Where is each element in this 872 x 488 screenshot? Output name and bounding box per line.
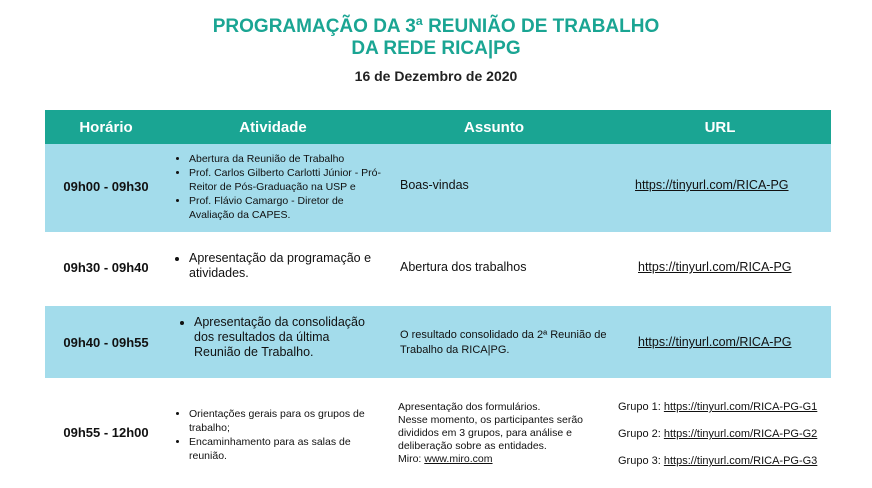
schedule-table bbox=[45, 110, 831, 487]
url-link[interactable]: https://tinyurl.com/RICA-PG bbox=[638, 335, 792, 349]
group-label: Grupo 2: bbox=[618, 428, 661, 440]
row-url bbox=[638, 335, 792, 349]
subject-line: Apresentação dos formulários. bbox=[398, 401, 541, 413]
group-3-link[interactable]: https://tinyurl.com/RICA-PG-G3 bbox=[663, 455, 818, 467]
title-line-2: DA REDE RICA|PG bbox=[351, 38, 521, 59]
group-2-link[interactable]: https://tinyurl.com/RICA-PG-G2 bbox=[663, 428, 818, 440]
list-item: • Prof. Flávio Camargo - Diretor de Avaliação da CAPES. bbox=[189, 194, 388, 222]
row-url bbox=[638, 260, 792, 274]
row-activity bbox=[173, 251, 373, 281]
row-url bbox=[635, 178, 789, 192]
row-time: 09h30 - 09h40 bbox=[63, 260, 149, 275]
row-subject: Boas-vindas bbox=[400, 178, 469, 192]
title-line-1: PROGRAMAÇÃO DA 3ª REUNIÃO DE TRABALHO bbox=[212, 16, 660, 37]
page-title bbox=[0, 16, 872, 60]
table-row bbox=[45, 241, 831, 297]
row-time: 09h00 - 09h30 bbox=[63, 179, 149, 194]
row-time: 09h40 - 09h55 bbox=[63, 335, 149, 350]
group-1-link[interactable]: https://tinyurl.com/RICA-PG-G1 bbox=[663, 401, 818, 413]
row-subject: Abertura dos trabalhos bbox=[400, 260, 527, 274]
column-header-time: Horário bbox=[79, 119, 133, 136]
row-activity bbox=[173, 407, 373, 463]
table-row bbox=[45, 144, 831, 232]
list-item: • Prof. Carlos Gilberto Carlotti Júnior - Pró-Reitor de Pós-Graduação na USP e bbox=[189, 166, 388, 194]
list-item: • Abertura da Reunião de Trabalho bbox=[189, 152, 388, 166]
row-subject bbox=[398, 401, 608, 466]
table-header bbox=[45, 110, 831, 144]
column-header-subject: Assunto bbox=[464, 119, 524, 136]
miro-line bbox=[398, 453, 608, 466]
table-row bbox=[45, 306, 831, 378]
list-item: • Orientações gerais para os grupos de trabalho; bbox=[189, 407, 373, 435]
url-link[interactable]: https://tinyurl.com/RICA-PG bbox=[638, 260, 792, 274]
column-header-activity: Atividade bbox=[239, 119, 307, 136]
group-label: Grupo 1: bbox=[618, 401, 661, 413]
group-links bbox=[618, 401, 817, 467]
event-date: 16 de Dezembro de 2020 bbox=[354, 68, 518, 84]
row-activity bbox=[173, 152, 388, 222]
table-row bbox=[45, 387, 831, 487]
list-item: • Encaminhamento para as salas de reunião. bbox=[189, 435, 373, 463]
url-link[interactable]: https://tinyurl.com/RICA-PG bbox=[635, 178, 789, 192]
row-time: 09h55 - 12h00 bbox=[63, 425, 149, 440]
column-header-url: URL bbox=[704, 119, 736, 136]
group-label: Grupo 3: bbox=[618, 455, 661, 467]
list-item: • Apresentação da programação e atividades. bbox=[189, 251, 373, 281]
group-link-row bbox=[618, 455, 817, 467]
miro-link[interactable]: www.miro.com bbox=[424, 453, 493, 465]
subject-line: Nesse momento, os participantes serão divididos em 3 grupos, para análise e deliberação sobre as entidades. bbox=[398, 414, 584, 452]
row-subject: O resultado consolidado da 2ª Reunião de Trabalho da RICA|PG. bbox=[400, 329, 607, 356]
miro-label: Miro: bbox=[398, 453, 422, 465]
row-activity bbox=[178, 315, 378, 360]
group-link-row bbox=[618, 428, 817, 455]
group-link-row bbox=[618, 401, 817, 428]
list-item: • Apresentação da consolidação dos resultados da última Reunião de Trabalho. bbox=[194, 315, 378, 360]
